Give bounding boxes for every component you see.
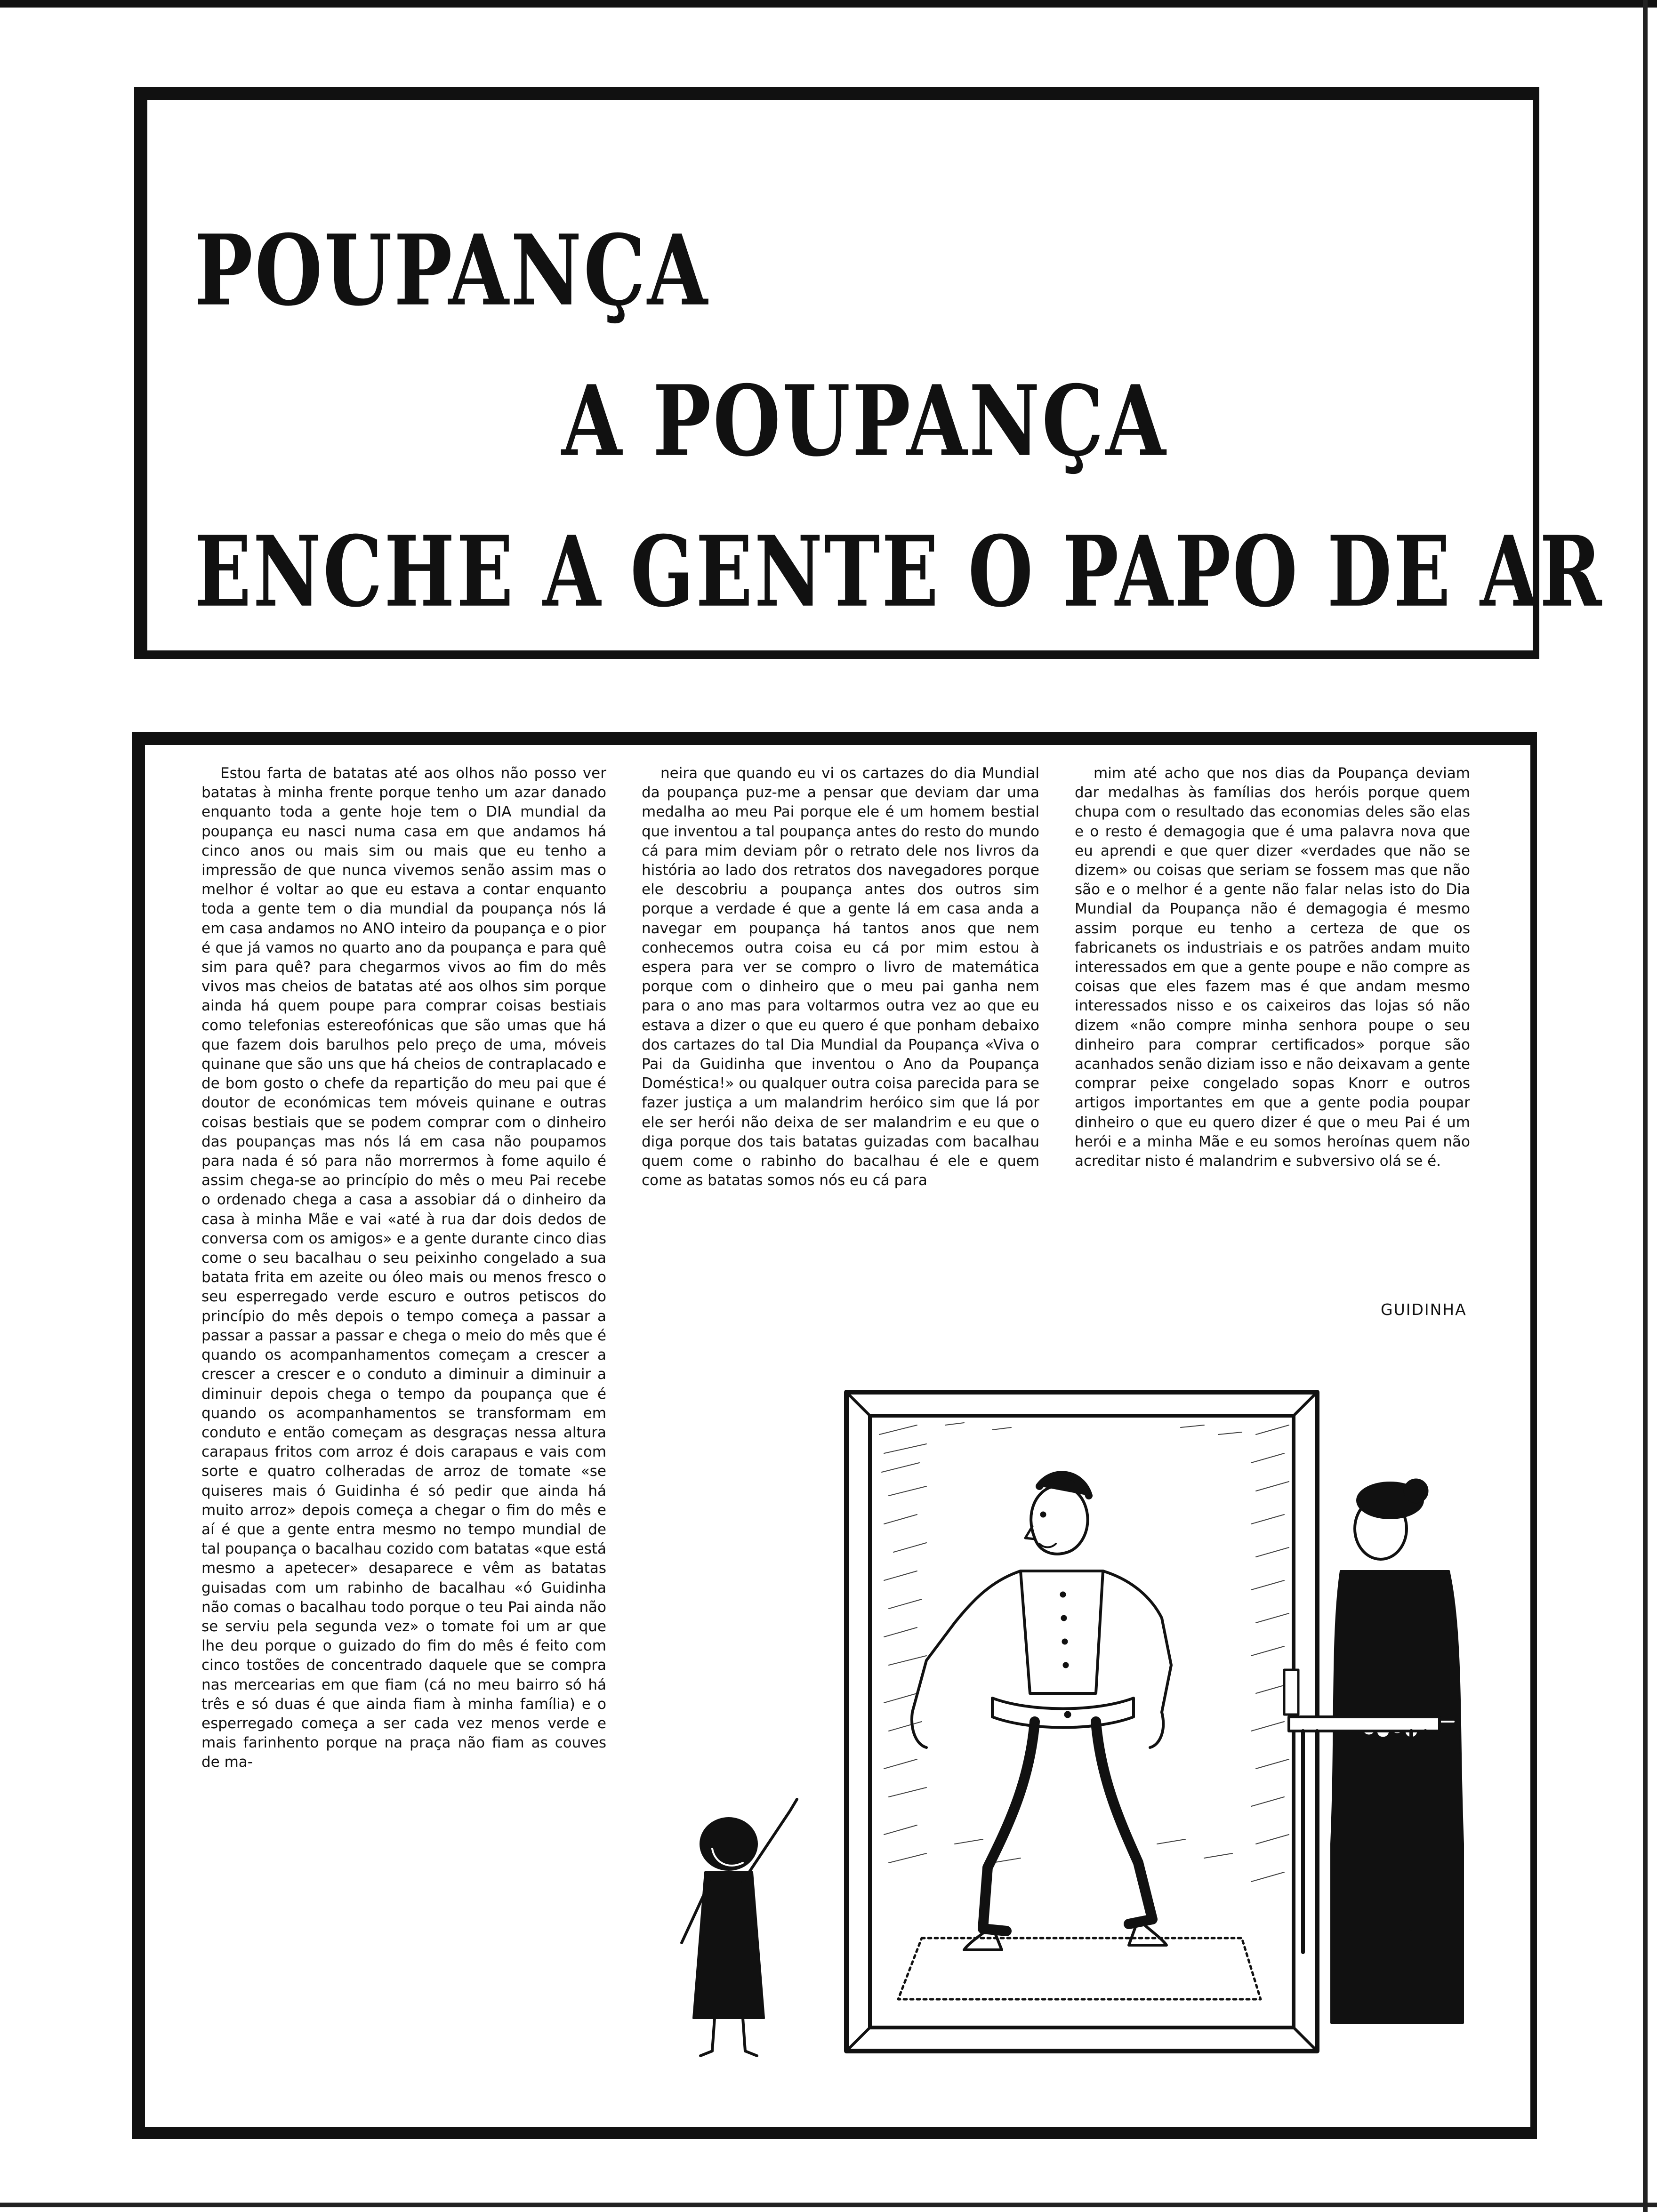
page-edge [0, 0, 1657, 8]
headline-line-3: ENCHE A GENTE O PAPO DE AR [194, 514, 1604, 629]
page-edge [0, 2203, 1657, 2207]
article-column-1: Estou farta de batatas até aos olhos não posso ver batatas à minha frente porque tenho um azar danado enquanto toda a gente hoje tem o DIA mundial da poupança eu nasci numa casa em que andamos há cinco anos ou mais sim ou mais que eu tenho a impressão de que nunca vivemos senão assim mas o melhor é voltar ao que eu estava a contar enquanto toda a gente tem o dia mundial da poupança nós lá em casa andamos no ANO inteiro da poupança e o pior é que já vamos no quarto ano da poupança e para quê sim para quê? para chegarmos vivos ao fim do mês vivos mas cheios de batatas até aos olhos sim porque ainda há quem poupe para comprar coisas bestiais como telefonias estereofónicas que são umas que há que fazem dois barulhos pelo preço de uma, móveis quinane que são uns que há cheios de contraplacado e de bom gosto o chefe da repartição do meu pai que é doutor de económicas tem móveis quinane e outras coisas bestiais que se podem comprar com o dinheiro das poupanças mas nós lá em casa não poupamos para nada é só para não morrermos à fome aquilo é assim chega-se ao princípio do mês o meu Pai recebe o ordenado chega a casa a assobiar dá o dinheiro da casa à minha Mãe e vai «até à rua dar dois dedos de conversa com os amigos» e a gente durante cinco dias come o seu bacalhau o seu peixinho congelado a sua batata frita em azeite ou óleo mais ou menos fresco o seu esperregado verde escuro e outros petiscos do princípio do mês depois o tempo começa a passar a passar a passar a passar e chega o meio do mês que é quando os acompanhamentos começam a crescer a crescer a crescer e o conduto a diminuir a diminuir a diminuir depois chega o tempo da poupança que é quando os acompanhamentos se transformam em conduto e então começam as desgraças nessa altura carapaus fritos com arroz é dois carapaus e vais com sorte e quatro colheradas de arroz de tomate «se quiseres mais ó Guidinha é só pedir que ainda há muito arroz» depois começa a chegar o fim do mês e aí é que a gente entra mesmo no tempo mundial de tal poupança o bacalhau cozido com batatas «que está mesmo a apetecer» desaparece e vêm as batatas guisadas com um rabinho de bacalhau «ó Guidinha não comas o bacalhau todo porque o teu Pai ainda não se serviu pela segunda vez» o tomate foi um ar que lhe deu porque o guizado do fim do mês é feito com cinco tostões de concentrado daquele que se compra nas mercearias em que fiam (cá no meu bairro só há três e só duas é que ainda fiam à minha família) e o esperregado começa a ser cada vez menos verde e mais farinhento porque na praça não fiam as couves de ma- [201, 765, 606, 1771]
girl-figure [682, 1799, 797, 2056]
article-column-3: mim até acho que nos dias da Poupança deviam dar medalhas às famílias dos heróis porque quem chupa com o resultado das economias deles são elas e o resto é demagogia que é uma palavra nova que eu aprendi e que quer dizer «verdades que não se dizem» ou coisas que seriam se fossem mas que não são e o melhor é a gente não falar nelas isto do Dia Mundial da Poupança não é demagogia é mesmo assim porque eu tenho a certeza de que os fabricanets os industriais e os patrões andam muito interessados em que a gente poupe e não compre as coisas que eles fazem mas é que andam mesmo interessados nisso e os caixeiros das lojas só não dizem «não compre minha senhora poupe o seu dinheiro para comprar certificados» porque são acanhados senão diziam isso e não deixavam a gente comprar peixe congelado sopas Knorr e outros artigos importantes em que a gente podia poupar dinheiro o que eu quero dizer é que o meu Pai é um herói e a minha Mãe e eu somos heroínas quem não acreditar nisto é malandrim e subversivo olá se é. [1075, 765, 1470, 1170]
article-column-2: neira que quando eu vi os cartazes do dia Mundial da poupança puz-me a pensar que deviam dar uma medalha ao meu Pai porque ele é um homem bestial que inventou a tal poupança antes do resto do mundo cá para mim deviam pôr o retrato dele nos livros da história ao lado dos retratos dos navegadores porque ele descobriu a poupança antes dos outros sim porque a verdade é que a gente lá em casa anda a navegar em poupança há tantos anos que nem conhecemos outra coisa eu cá por mim estou à espera para ver se compro o livro de matemática porque com o dinheiro que o meu pai ganha nem para o ano mas para voltarmos outra vez ao que eu estava a dizer o que eu quero é que ponham debaixo dos cartazes do tal Dia Mundial da Poupança «Viva o Pai da Guidinha que inventou o Ano da Poupança Doméstica!» ou qualquer outra coisa parecida para se fazer justiça a um malandrim heróico sim que lá por ele ser herói não deixa de ser malandrim e eu que o diga porque dos tais batatas guizadas com bacalhau quem come o rabinho do bacalhau é ele e quem come as batatas somos nós eu cá para [642, 765, 1039, 1189]
mother-figure [1331, 1479, 1463, 2023]
headline-box [134, 87, 1604, 659]
author-signature: GUIDINHA [1381, 1300, 1467, 1319]
rug [898, 1938, 1261, 1999]
cartoon-family-illustration [663, 1373, 1501, 2075]
headline-line-1: POUPANÇA [194, 213, 709, 328]
man-figure [912, 1475, 1171, 1950]
headline-line-2: A POUPANÇA [562, 364, 1168, 478]
article-box [132, 732, 1537, 2139]
page-edge [1643, 0, 1648, 2212]
